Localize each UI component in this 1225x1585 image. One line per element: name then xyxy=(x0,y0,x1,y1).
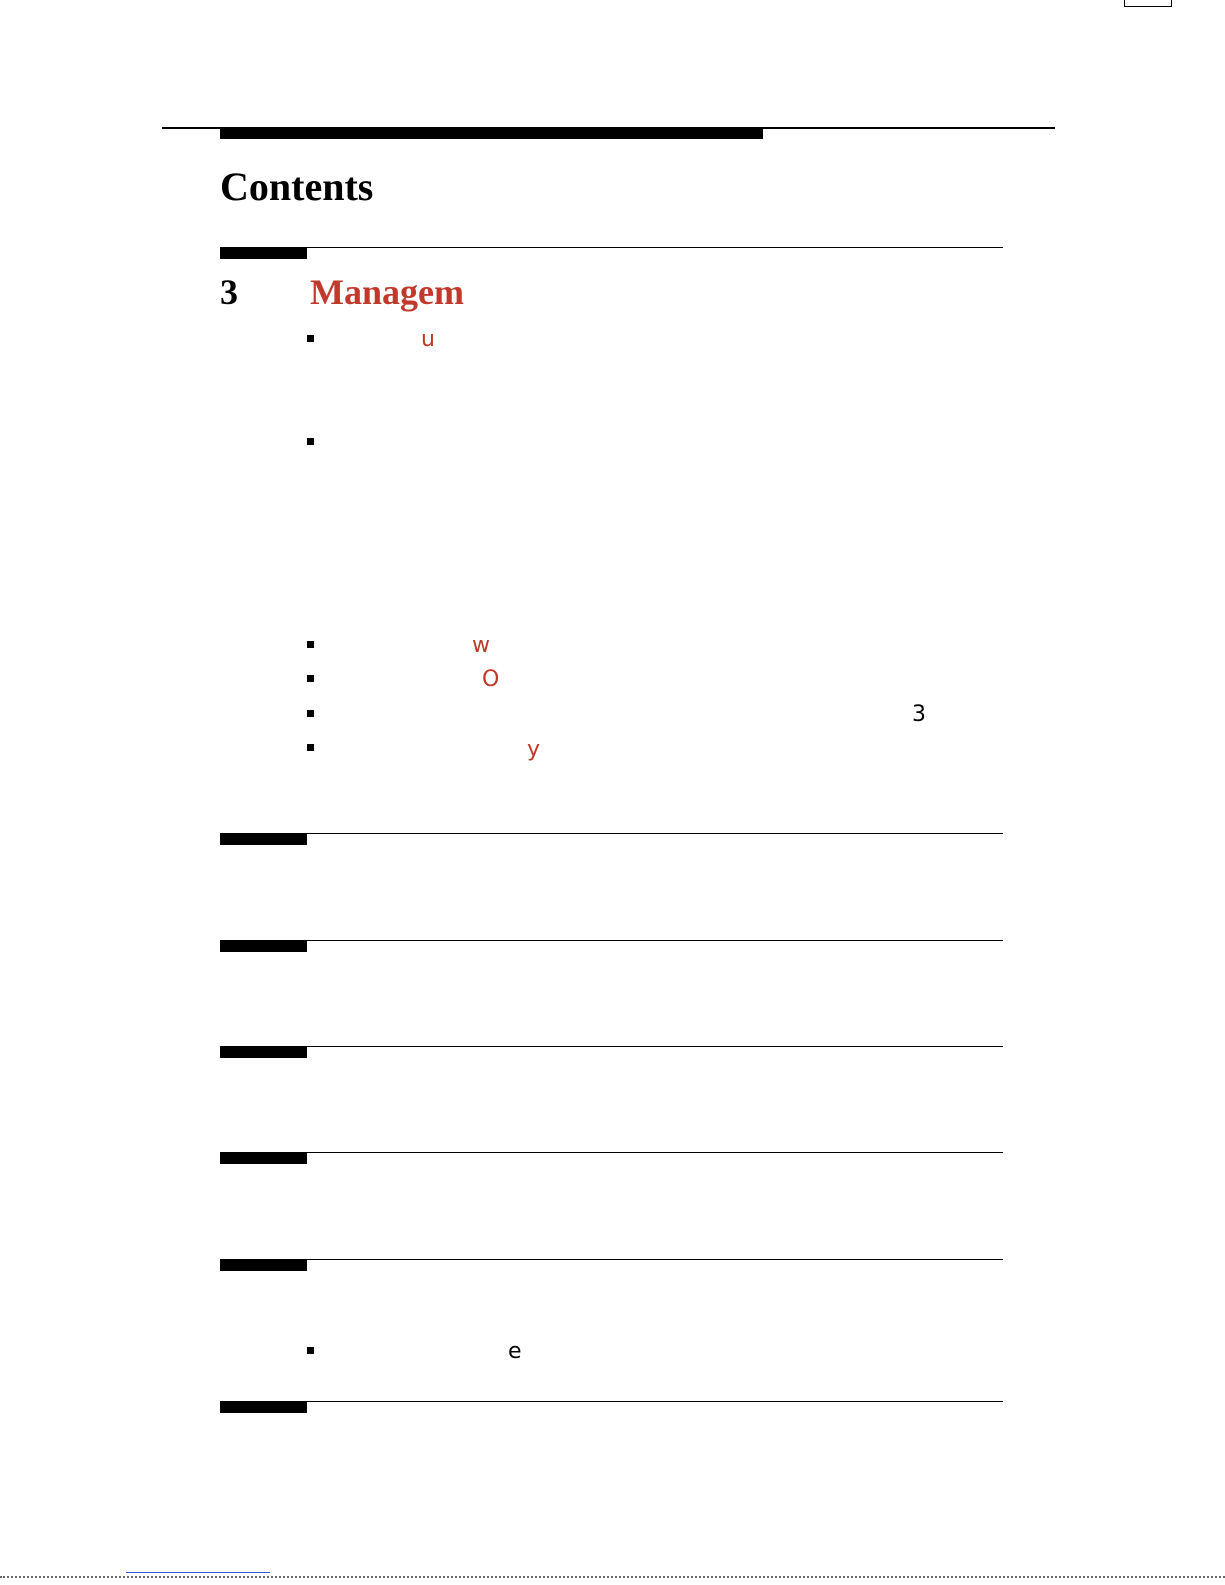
toc-entry-link[interactable]: O xyxy=(482,667,500,692)
bullet-icon xyxy=(307,710,314,717)
section-divider xyxy=(220,1259,1003,1271)
toc-entry-link[interactable]: y xyxy=(527,737,541,762)
bullet-icon xyxy=(307,1347,314,1354)
toc-entry-link[interactable]: w xyxy=(472,633,490,658)
footer-dotted-line xyxy=(0,1576,1225,1578)
chapter-title-link[interactable]: Managem xyxy=(310,272,464,312)
toc-entry-link[interactable]: u xyxy=(421,327,435,352)
bullet-icon xyxy=(307,335,314,342)
section-divider xyxy=(220,833,1003,845)
section-divider xyxy=(220,247,1003,259)
chapter-number: 3 xyxy=(220,272,238,312)
header-rule-thick xyxy=(220,127,763,139)
bullet-icon xyxy=(307,641,314,648)
bullet-icon xyxy=(307,675,314,682)
toc-entry-text: e xyxy=(508,1339,522,1364)
section-divider xyxy=(220,940,1003,952)
footer-link-underline[interactable] xyxy=(126,1572,270,1573)
section-divider xyxy=(220,1401,1003,1413)
section-divider xyxy=(220,1152,1003,1164)
page-title: Contents xyxy=(220,164,374,209)
section-divider xyxy=(220,1046,1003,1058)
bullet-icon xyxy=(307,744,314,751)
page-corner-box xyxy=(1124,0,1172,7)
page-number: 3 xyxy=(912,702,926,727)
bullet-icon xyxy=(307,438,314,445)
